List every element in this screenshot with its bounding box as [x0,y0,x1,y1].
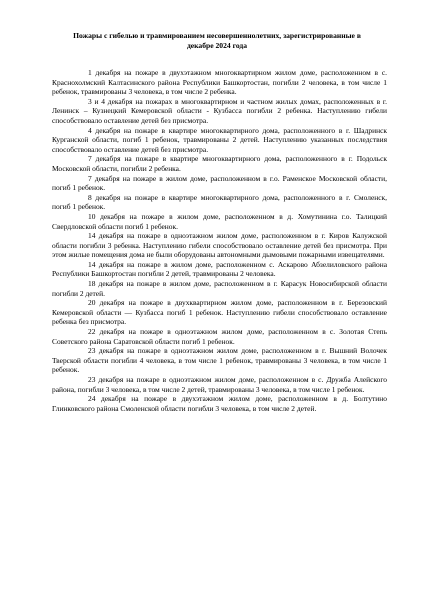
paragraph: 4 декабря на пожаре в квартире многоквартирного дома, расположенного в г. Шадринск Курганской области, погиб 1 ребенок, травмированы 2 детей. Наступлению указанных последствия способствовало оставление детей без присмотра. [52,125,387,154]
document-body [52,68,387,413]
paragraph: 18 декабря на пожаре в жилом доме, расположенном в г. Карасук Новосибирской области погибли 2 детей. [52,279,387,298]
paragraph: 8 декабря на пожаре в квартире многоквартирного дома, расположенного в г. Смоленск, погиб 1 ребенок. [52,192,387,212]
paragraph: 1 декабря на пожаре в двухэтажном многоквартирном жилом доме, расположенном в с. Краснохолмский Калтасинского района Республики Башкортостан, погибли 2 человека, в том числе 1 ребенок, травмированы 3 человека, в том числе 2 ребенка. [52,68,387,97]
paragraph: 14 декабря на пожаре в жилом доме, расположенном с. Аскарово Абзелиловского района Республики Башкортостан погибли 2 детей, травмированы 2 человека. [52,259,387,279]
paragraph: 22 декабря на пожаре в одноэтажном жилом доме, расположенном в с. Золотая Степь Советского района Саратовской области погиб 1 ребенок. [52,327,387,346]
paragraph: 23 декабря на пожаре в одноэтажном жилом доме, расположенном в г. Вышний Волочек Тверской области погибли 4 человека, в том числе 1 ребенок, травмированы 3 человека, в том числе 1 ребенок. [52,346,387,375]
page-title: Пожары с гибелью и травмированием несовершеннолетних, зарегистрированные в декабре 2024 года [73,31,361,50]
paragraph: 7 декабря на пожаре в квартире многоквартирного дома, расположенного в г. Подольск Московской области, погибли 2 ребенка. [52,154,387,173]
paragraph: 24 декабря на пожаре в двухэтажном жилом доме, расположенном в д. Болтутино Глинковского района Смоленской области погибли 3 человека, в том числе 2 детей. [52,394,387,413]
paragraph: 7 декабря на пожаре в жилом доме, расположенном в г.о. Раменское Московской области, погиб 1 ребенок. [52,173,387,193]
paragraph: 3 и 4 декабря на пожарах в многоквартирном и частном жилых домах, расположенных в г. Ленинск – Кузнецкий Кемеровской области - Кузбасса погибли 2 ребенка. Наступлению гибели способствовало оставление детей без присмотра. [52,96,387,125]
paragraph: 14 декабря на пожаре в одноэтажном жилом доме, расположенном в г. Киров Калужской области погибли 3 ребенка. Наступлению гибели способствовало оставление детей без присмотра. При этом жилые помещения дома не были оборудованы автономными дымовыми пожарными извещателями. [52,231,387,260]
paragraph: 10 декабря на пожаре в жилом доме, расположенном в д. Хомутинина г.о. Талицкий Свердловской области погиб 1 ребенок. [52,211,387,231]
paragraph: 23 декабря на пожаре в одноэтажном жилом доме, расположенном в с. Дружба Алейского района, погибли 3 человека, в том числе 2 детей, травмированы 3 человека, в том числе 1 ребенок. [52,375,387,394]
paragraph: 20 декабря на пожаре в двухквартирном жилом доме, расположенном в г. Березовский Кемеровской области — Кузбасса погиб 1 ребенок. Наступлению гибели способствовало оставление ребенка без присмотра. [52,298,387,327]
